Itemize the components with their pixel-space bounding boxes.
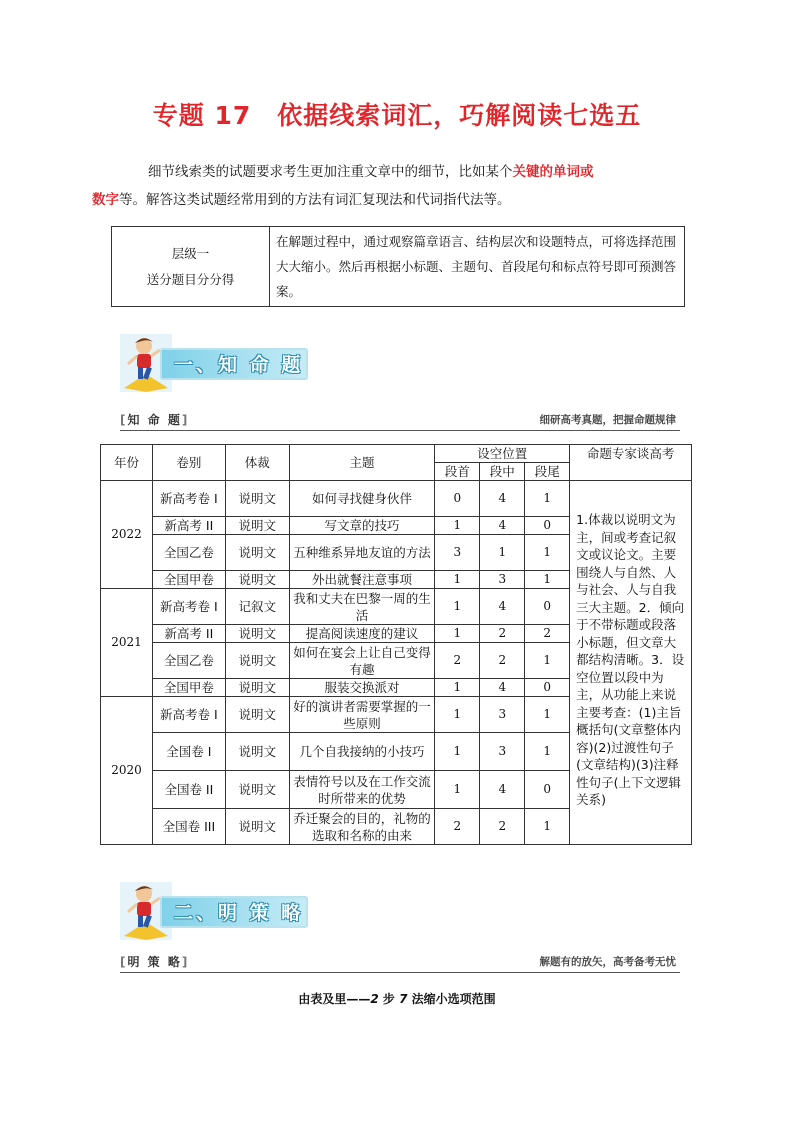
topic-cell: 提高阅读速度的建议 — [289, 625, 435, 643]
paper-cell: 全国卷 III — [152, 809, 225, 845]
genre-cell: 说明文 — [225, 643, 289, 679]
intro-text-1: 细节线索类的试题要求考生更加注重文章中的细节，比如某个 — [148, 164, 513, 180]
topic-cell: 服装交换派对 — [289, 679, 435, 697]
heading-prefix: 由表及里—— — [298, 992, 371, 1006]
genre-cell: 说明文 — [225, 481, 289, 517]
pos-mid-cell: 4 — [480, 481, 525, 517]
paper-cell: 新高考卷 I — [152, 589, 225, 625]
pos-first-cell: 1 — [435, 697, 480, 733]
intro-highlight-1: 关键的单词或 — [512, 164, 594, 180]
genre-cell: 说明文 — [225, 809, 289, 845]
pos-first-cell: 0 — [435, 481, 480, 517]
pos-end-cell: 1 — [525, 733, 570, 771]
heading-num-2: 7 — [399, 992, 408, 1006]
topic-cell: 乔迁聚会的目的，礼物的选取和名称的由来 — [289, 809, 435, 845]
pos-first-cell: 1 — [435, 733, 480, 771]
pos-end-cell: 0 — [525, 517, 570, 535]
genre-cell: 说明文 — [225, 517, 289, 535]
paper-cell: 全国甲卷 — [152, 571, 225, 589]
pos-first-cell: 1 — [435, 679, 480, 697]
pos-first-cell: 1 — [435, 589, 480, 625]
header-expert: 命题专家谈高考 — [570, 445, 692, 481]
genre-cell: 说明文 — [225, 571, 289, 589]
intro-paragraph — [92, 158, 680, 214]
section-banner-2 — [120, 882, 310, 940]
header-pos-end: 段尾 — [525, 463, 570, 481]
topic-cell: 好的演讲者需要掌握的一些原则 — [289, 697, 435, 733]
paper-cell: 新高考卷 I — [152, 481, 225, 517]
topic-cell: 几个自我接纳的小技巧 — [289, 733, 435, 771]
expert-commentary: 1.体裁以说明文为主，间或考查记叙文或议论文。主要围绕人与自然、人与社会、人与自我三大主题。2．倾向于不带标题或段落小标题，但文章大都结构清晰。3．设空位置以段中为主，从功能上来说主要考查：(1)主旨概括句(文章整体内容)(2)过渡性句子(文章结构)(3)注释性句子(上下文逻辑关系) — [570, 481, 692, 845]
header-paper: 卷别 — [152, 445, 225, 481]
pos-end-cell: 1 — [525, 697, 570, 733]
pos-first-cell: 1 — [435, 571, 480, 589]
level-name: 层级一 — [171, 245, 210, 261]
pos-mid-cell: 4 — [480, 517, 525, 535]
heading-num-1: 2 — [370, 992, 379, 1006]
section-banner-1 — [120, 334, 310, 392]
paper-cell: 新高考 II — [152, 625, 225, 643]
pos-mid-cell: 4 — [480, 771, 525, 809]
level-label-cell — [112, 227, 270, 307]
year-cell: 2022 — [101, 481, 153, 589]
heading-mid: 步 — [378, 992, 400, 1006]
genre-cell: 说明文 — [225, 697, 289, 733]
pos-mid-cell: 2 — [480, 809, 525, 845]
level-box — [111, 226, 685, 307]
paper-cell: 全国卷 I — [152, 733, 225, 771]
genre-cell: 说明文 — [225, 679, 289, 697]
level-description: 在解题过程中，通过观察篇章语言、结构层次和设题特点，可将选择范围大大缩小。然后再根据小标题、主题句、首段尾句和标点符号即可预测答案。 — [270, 227, 685, 307]
paper-cell: 全国乙卷 — [152, 535, 225, 571]
pos-mid-cell: 3 — [480, 697, 525, 733]
pos-end-cell: 1 — [525, 481, 570, 517]
pos-first-cell: 1 — [435, 625, 480, 643]
header-pos-mid: 段中 — [480, 463, 525, 481]
subhead-1 — [120, 408, 680, 431]
heading-suffix: 法缩小选项范围 — [407, 992, 496, 1006]
pos-end-cell: 1 — [525, 809, 570, 845]
header-position: 设空位置 — [435, 445, 570, 463]
paper-cell: 全国甲卷 — [152, 679, 225, 697]
header-pos-first: 段首 — [435, 463, 480, 481]
pos-mid-cell: 4 — [480, 589, 525, 625]
pos-first-cell: 3 — [435, 535, 480, 571]
pos-mid-cell: 1 — [480, 535, 525, 571]
paper-cell: 全国乙卷 — [152, 643, 225, 679]
subhead-tag: [ 知 命 题 ] — [120, 411, 189, 428]
paper-cell: 新高考卷 I — [152, 697, 225, 733]
intro-highlight-2: 数字 — [92, 192, 119, 208]
topic-cell: 外出就餐注意事项 — [289, 571, 435, 589]
header-topic: 主题 — [289, 445, 435, 481]
year-cell: 2021 — [101, 589, 153, 697]
year-cell: 2020 — [101, 697, 153, 845]
genre-cell: 说明文 — [225, 535, 289, 571]
genre-cell: 说明文 — [225, 625, 289, 643]
pos-first-cell: 1 — [435, 517, 480, 535]
pos-end-cell: 1 — [525, 643, 570, 679]
pos-end-cell: 0 — [525, 589, 570, 625]
banner-title: 一、知 命 题 — [174, 354, 304, 376]
paper-cell: 新高考 II — [152, 517, 225, 535]
pos-first-cell: 2 — [435, 809, 480, 845]
page-title: 专题 17 依据线索词汇，巧解阅读七选五 — [152, 101, 642, 130]
pos-first-cell: 2 — [435, 643, 480, 679]
subhead-tag: [ 明 策 略 ] — [120, 953, 189, 970]
topic-cell: 我和丈夫在巴黎一周的生活 — [289, 589, 435, 625]
genre-cell: 说明文 — [225, 733, 289, 771]
subhead-slogan: 细研高考真题，把握命题规律 — [539, 414, 676, 426]
topic-cell: 如何在宴会上让自己变得有趣 — [289, 643, 435, 679]
pos-mid-cell: 2 — [480, 625, 525, 643]
subhead-slogan: 解题有的放矢，高考备考无忧 — [539, 956, 676, 968]
pos-mid-cell: 3 — [480, 733, 525, 771]
pos-mid-cell: 3 — [480, 571, 525, 589]
pos-mid-cell: 2 — [480, 643, 525, 679]
header-year: 年份 — [101, 445, 153, 481]
banner-title: 二、明 策 略 — [174, 902, 304, 924]
pos-first-cell: 1 — [435, 771, 480, 809]
paper-cell: 全国卷 II — [152, 771, 225, 809]
pos-end-cell: 0 — [525, 679, 570, 697]
pos-end-cell: 2 — [525, 625, 570, 643]
pos-end-cell: 0 — [525, 771, 570, 809]
pos-end-cell: 1 — [525, 535, 570, 571]
topic-cell: 五种维系异地友谊的方法 — [289, 535, 435, 571]
genre-cell: 记叙文 — [225, 589, 289, 625]
level-subtitle: 送分题目分分得 — [146, 271, 235, 287]
intro-text-2: 等。解答这类试题经常用到的方法有词汇复现法和代词指代法等。 — [119, 192, 511, 208]
topic-cell: 写文章的技巧 — [289, 517, 435, 535]
table-row — [101, 481, 692, 517]
pos-mid-cell: 4 — [480, 679, 525, 697]
topic-cell: 表情符号以及在工作交流时所带来的优势 — [289, 771, 435, 809]
section-heading — [0, 990, 794, 1007]
header-genre: 体裁 — [225, 445, 289, 481]
topic-cell: 如何寻找健身伙伴 — [289, 481, 435, 517]
pos-end-cell: 1 — [525, 571, 570, 589]
genre-cell: 说明文 — [225, 771, 289, 809]
subhead-2 — [120, 950, 680, 973]
exam-analysis-table — [100, 444, 692, 845]
